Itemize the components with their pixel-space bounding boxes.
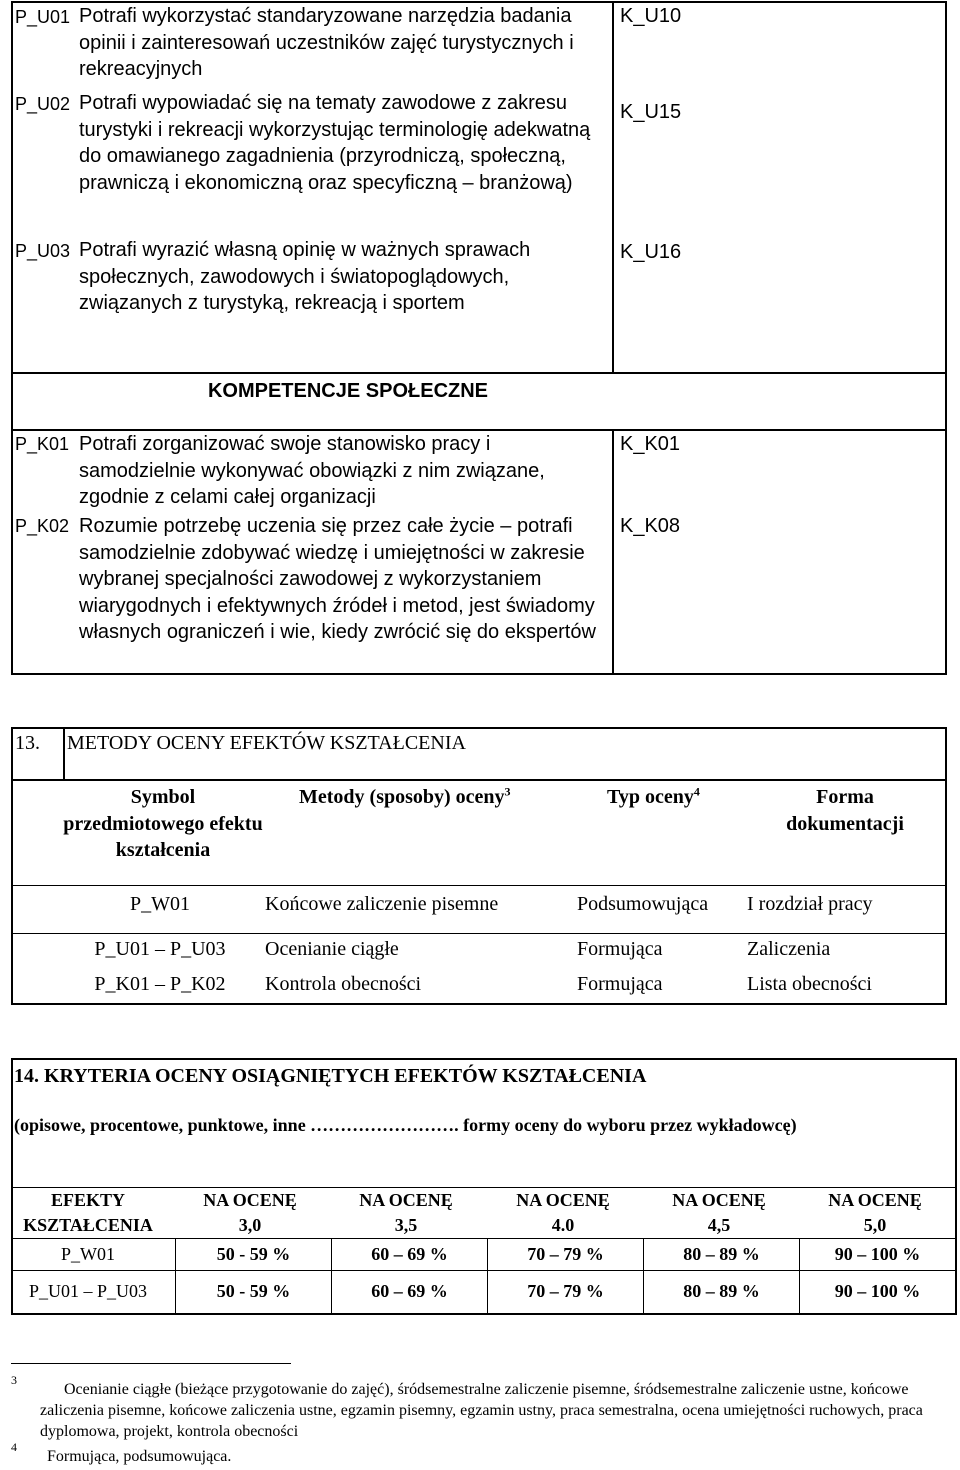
outcome-code: P_U03 xyxy=(15,241,71,261)
outcome-code: P_K01 xyxy=(15,434,70,454)
method-cell: P_U01 – P_U03 xyxy=(94,938,226,960)
outcome-ref: K_K01 xyxy=(620,433,681,455)
outcome-text: Potrafi wypowiadać się na tematy zawodowe z zakresu turystyki i rekreacji wykorzystując terminologię adekwatną do omawianego zagadnienia (przyrodniczą, społeczną, prawniczą i ekonomiczną oraz specyficzną – branżową) xyxy=(79,92,591,194)
criteria-header: EFEKTY KSZTAŁCENIA xyxy=(23,1190,153,1235)
criteria-cell: 90 – 100 % xyxy=(834,1244,921,1264)
method-cell: P_K01 – P_K02 xyxy=(94,973,226,995)
col-header-symbol: Symbol przedmiotowego efektu kształcenia xyxy=(63,786,263,861)
criteria-cell: 90 – 100 % xyxy=(834,1281,921,1301)
outcome-code: P_K02 xyxy=(15,516,70,536)
footnote-separator xyxy=(11,1363,291,1364)
method-cell: I rozdział pracy xyxy=(747,893,873,915)
method-cell: P_W01 xyxy=(130,893,190,915)
outcome-text: Potrafi zorganizować swoje stanowisko pracy i samodzielnie wykonywać obowiązki z nim związane, zgodnie z celami całej organizacji xyxy=(79,433,545,508)
criteria-cell: 60 – 69 % xyxy=(371,1281,448,1301)
outcome-text: Rozumie potrzebę uczenia się przez całe życie – potrafi samodzielnie zdobywać wiedzę i umiejętności w zakresie wybranej specjalności zawodowej z wykorzystaniem wiarygodnych i efektywnych źródeł i metod, jest świadomy własnych ograniczeń i wie, kiedy zwrócić się do ekspertów xyxy=(79,515,596,643)
criteria-cell: P_W01 xyxy=(61,1244,115,1264)
criteria-cell: 80 – 89 % xyxy=(683,1281,760,1301)
outcome-ref: K_K08 xyxy=(620,515,681,537)
col-header-forma: Forma dokumentacji xyxy=(786,786,904,835)
method-cell: Lista obecności xyxy=(747,973,872,995)
section-number: 13. xyxy=(15,732,40,754)
section-title: 14. KRYTERIA OCENY OSIĄGNIĘTYCH EFEKTÓW KSZTAŁCENIA xyxy=(14,1065,647,1087)
criteria-cell: P_U01 – P_U03 xyxy=(28,1281,148,1301)
outcome-ref: K_U15 xyxy=(620,101,682,123)
method-cell: Zaliczenia xyxy=(747,938,831,960)
criteria-header: NA OCENĘ 4.0 xyxy=(516,1190,610,1235)
method-cell: Ocenianie ciągłe xyxy=(265,938,399,960)
footnote-text: Ocenianie ciągłe (bieżące przygotowanie do zajęć), śródsemestralne zaliczenie pisemne, śródsemestralne zaliczenie ustne, końcowe zaliczenia pisemne, końcowe zaliczenia ustne, egzamin pisemny, egzamin ustny, praca semestralna, ocena umiejętności ruchowych, praca dyplomowa, projekt, kontrola obecności xyxy=(40,1381,923,1440)
method-cell: Końcowe zaliczenie pisemne xyxy=(265,893,499,915)
col-header-metody: Metody (sposoby) oceny$^3$ xyxy=(299,784,511,808)
outcome-text: Potrafi wykorzystać standaryzowane narzędzia badania opinii i zainteresowań uczestników zajęć turystycznych i rekreacyjnych xyxy=(79,5,574,80)
outcome-ref: K_U16 xyxy=(620,241,682,263)
method-cell: Kontrola obecności xyxy=(265,973,422,995)
outcome-text: Potrafi wyrazić własną opinię w ważnych sprawach społecznych, zawodowych i światopoglądowych, związanych z turystyką, rekreacją i sportem xyxy=(79,239,531,314)
criteria-cell: 60 – 69 % xyxy=(371,1244,448,1264)
section-subtitle: (opisowe, procentowe, punktowe, inne ……………………. formy oceny do wyboru przez wykładowcę) xyxy=(14,1115,797,1135)
criteria-header: NA OCENĘ 4,5 xyxy=(672,1190,766,1235)
footnote-number: 4 xyxy=(11,1440,17,1454)
criteria-header: NA OCENĘ 5,0 xyxy=(828,1190,922,1235)
section-title: METODY OCENY EFEKTÓW KSZTAŁCENIA xyxy=(67,732,466,754)
method-cell: Podsumowująca xyxy=(577,893,709,915)
criteria-cell: 80 – 89 % xyxy=(683,1244,760,1264)
section-heading-kompetencje: KOMPETENCJE SPOŁECZNE xyxy=(207,380,489,402)
footnote-number: 3 xyxy=(11,1373,17,1387)
outcome-code: P_U01 xyxy=(15,7,71,27)
criteria-cell: 50 - 59 % xyxy=(216,1244,291,1264)
method-cell: Formująca xyxy=(577,973,663,995)
criteria-cell: 70 – 79 % xyxy=(527,1281,604,1301)
method-cell: Formująca xyxy=(577,938,663,960)
criteria-header: NA OCENĘ 3,5 xyxy=(359,1190,453,1235)
outcome-ref: K_U10 xyxy=(620,5,682,27)
footnote-text: Formująca, podsumowująca. xyxy=(47,1448,232,1465)
criteria-cell: 70 – 79 % xyxy=(527,1244,604,1264)
criteria-cell: 50 - 59 % xyxy=(216,1281,291,1301)
outcome-code: P_U02 xyxy=(15,94,71,114)
col-header-typ: Typ oceny$^4$ xyxy=(607,784,700,808)
criteria-header: NA OCENĘ 3,0 xyxy=(203,1190,297,1235)
